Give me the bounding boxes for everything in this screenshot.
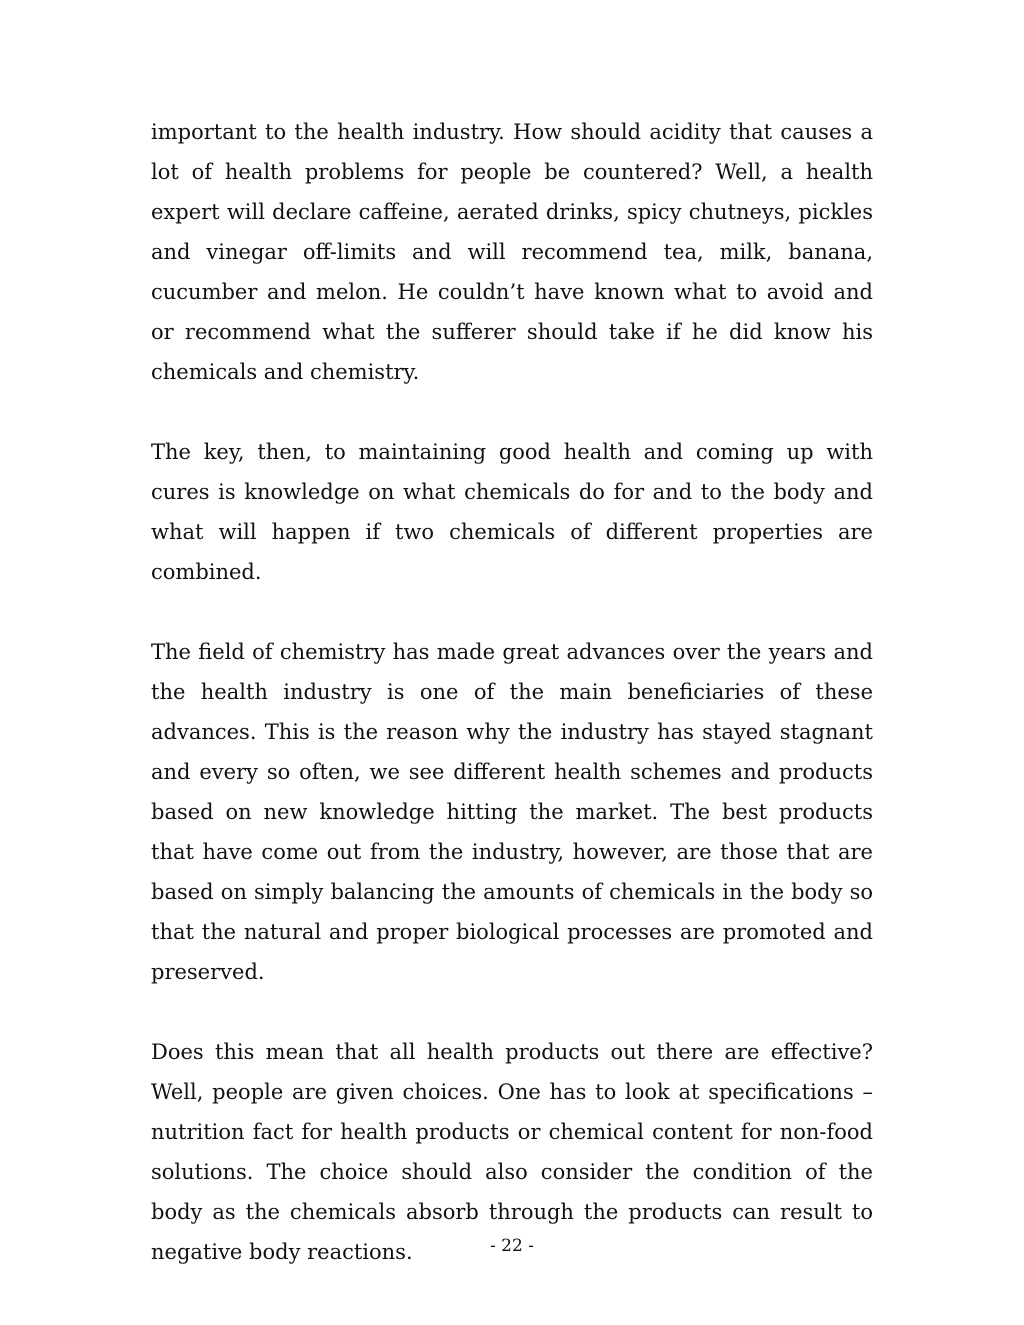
paragraph-health-products: Does this mean that all health products out there are effective? Well, people are given choices. One has to look at specifications – nutrition fact for health products or chemical content for non-food solutions. The choice should also consider the condition of the body as the chemicals absorb through the products can result to negative body reactions.: [151, 1040, 873, 1264]
paragraph-chemistry-advances: The field of chemistry has made great advances over the years and the health industry is one of the main beneficiaries of these advances. This is the reason why the industry has stayed stagnant and every so often, we see different health schemes and products based on new knowledge hitting the market. The best products that have come out from the industry, however, are those that are based on simply balancing the amounts of chemicals in the body so that the natural and proper biological processes are promoted and preserved.: [151, 640, 873, 984]
page-number: - 22 -: [490, 1236, 534, 1256]
paragraph-acidity: important to the health industry. How should acidity that causes a lot of health problems for people be countered? Well, a health expert will declare caffeine, aerated drinks, spicy chutneys, pickles and vinegar off-limits and will recommend tea, milk, banana, cucumber and melon. He couldn’t have known what to avoid and or recommend what the sufferer should take if he did know his chemicals and chemistry.: [151, 120, 873, 384]
paragraph-key-to-health: The key, then, to maintaining good health and coming up with cures is knowledge on what chemicals do for and to the body and what will happen if two chemicals of different properties are combined.: [151, 440, 873, 584]
body-text: [151, 112, 873, 1312]
